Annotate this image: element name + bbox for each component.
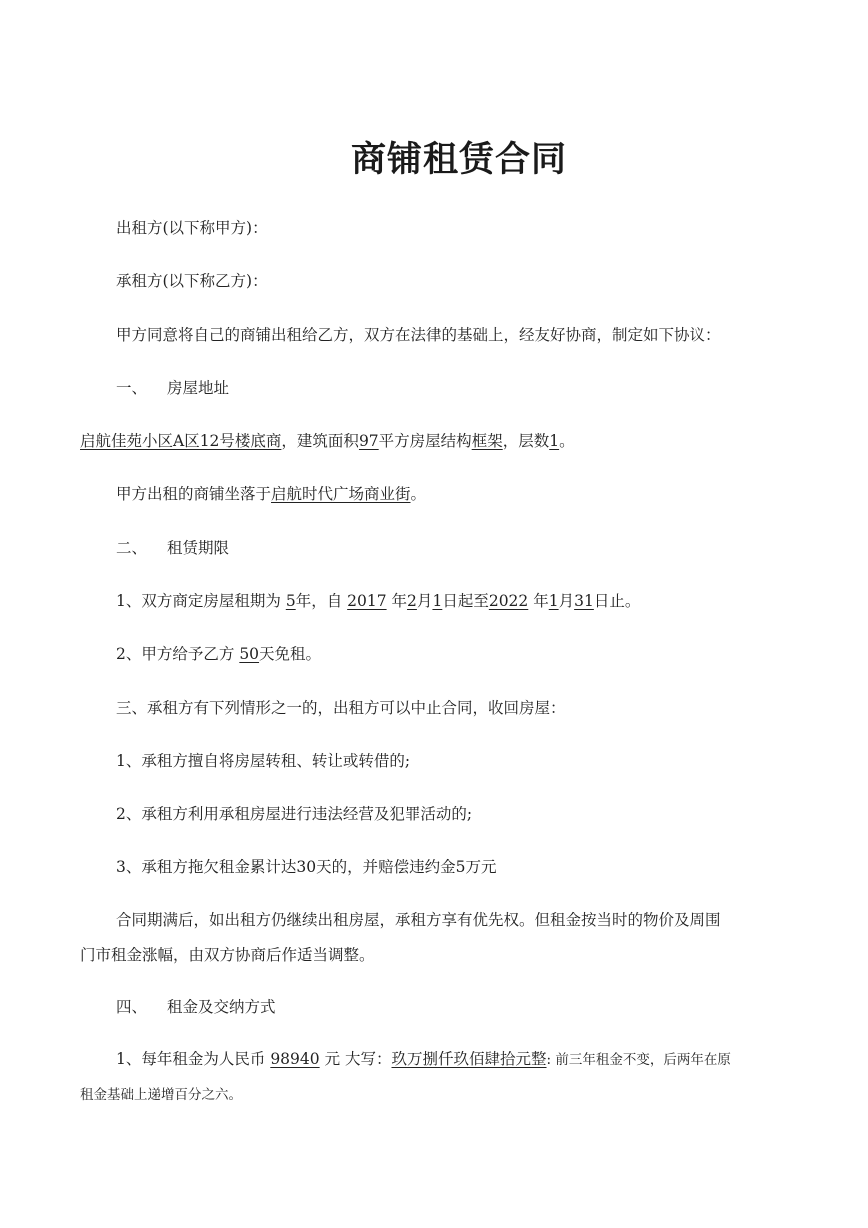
location-value: 启航时代广场商业街 <box>271 485 411 503</box>
start-month: 2 <box>407 592 417 610</box>
rent-line <box>116 1049 731 1070</box>
rent-note: : 前三年租金不变，后两年在原 <box>546 1052 731 1068</box>
term-prefix: 1、双方商定房屋租期为 <box>116 592 281 610</box>
lessee-line: 承租方(以下称乙方)： <box>116 272 268 290</box>
document-title: 商铺租赁合同 <box>350 140 567 180</box>
free-rent-prefix: 2、甲方给予乙方 <box>116 645 235 663</box>
section-4-title: 租金及交纳方式 <box>167 998 276 1016</box>
section-2-title: 租赁期限 <box>167 539 230 557</box>
intro-paragraph: 甲方同意将自己的商铺出租给乙方，双方在法律的基础上，经友好协商，制定如下协议： <box>116 326 721 344</box>
start-month-label: 月 <box>416 592 433 610</box>
start-year: 2017 <box>347 592 387 610</box>
rent-mid: 元 大写： <box>324 1050 392 1068</box>
start-year-label: 年 <box>391 592 408 610</box>
location-line <box>116 484 426 504</box>
location-prefix: 甲方出租的商铺坐落于 <box>116 485 272 503</box>
term-mid-b: 日起至 <box>442 592 489 610</box>
end-year: 2022 <box>488 592 529 610</box>
section-3-heading: 三、承租方有下列情形之一的，出租方可以中止合同，收回房屋： <box>116 699 566 717</box>
rent-note-line-2: 租金基础上递增百分之六。 <box>80 1087 242 1103</box>
end-month: 1 <box>548 592 559 610</box>
section-2-heading <box>116 538 229 558</box>
structure-prefix: 平方房屋结构 <box>378 432 472 450</box>
address-value: 启航佳苑小区A区12号楼底商 <box>80 432 282 450</box>
address-line <box>80 431 575 451</box>
location-end: 。 <box>410 485 427 503</box>
section-1-heading <box>116 378 229 398</box>
end-day: 31 <box>574 592 594 610</box>
lease-term-line <box>116 591 640 611</box>
free-rent-days: 50 <box>239 645 260 663</box>
floors-prefix: ，层数 <box>502 432 550 450</box>
termination-item-2: 2、承租方利用承租房屋进行违法经营及犯罪活动的; <box>116 805 473 823</box>
term-years: 5 <box>285 592 296 610</box>
section-1-title: 房屋地址 <box>167 379 230 397</box>
free-rent-end: 天免租。 <box>259 645 322 663</box>
rent-amount-in-words: 玖万捌仟玖佰肆拾元整 <box>391 1050 547 1068</box>
term-end: 日止。 <box>593 592 641 610</box>
area-value: 97 <box>358 432 379 450</box>
renewal-paragraph-line-2: 门市租金涨幅，由双方协商后作适当调整。 <box>80 946 375 964</box>
termination-item-3: 3、承租方拖欠租金累计达30天的，并赔偿违约金5万元 <box>116 858 497 876</box>
section-4-number: 四、 <box>116 998 148 1016</box>
rent-prefix: 1、每年租金为人民币 <box>116 1050 266 1068</box>
structure-value: 框架 <box>471 432 503 450</box>
section-2-number: 二、 <box>116 539 148 557</box>
renewal-paragraph-line-1: 合同期满后，如出租方仍继续出租房屋，承租方享有优先权。但租金按当时的物价及周围 <box>116 911 721 929</box>
free-rent-line <box>116 644 321 664</box>
floors-value: 1 <box>549 432 560 450</box>
term-mid-a: 年，自 <box>295 592 343 610</box>
end-month-label: 月 <box>558 592 575 610</box>
end-year-label: 年 <box>533 592 549 610</box>
address-line-end: 。 <box>559 432 575 450</box>
lessor-line: 出租方(以下称甲方)： <box>116 219 268 237</box>
rent-amount: 98940 <box>270 1050 320 1068</box>
section-1-number: 一、 <box>116 379 148 397</box>
termination-item-1: 1、承租方擅自将房屋转租、转让或转借的; <box>116 752 411 770</box>
area-prefix: ，建筑面积 <box>281 432 359 450</box>
start-day: 1 <box>432 592 443 610</box>
section-4-heading <box>116 997 276 1017</box>
